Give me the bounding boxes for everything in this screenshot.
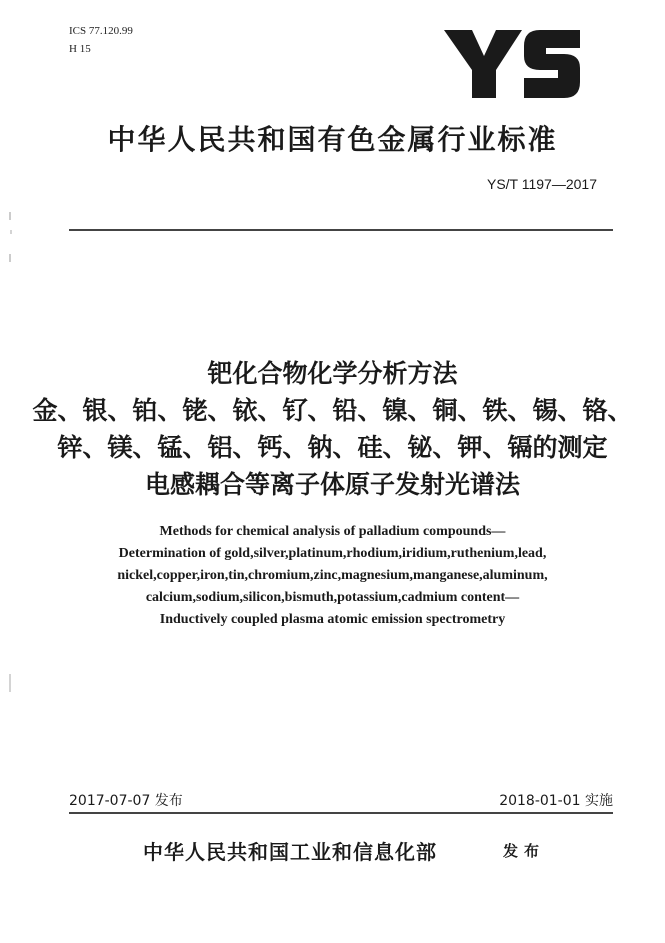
scan-speck-marks-lower: [8, 670, 12, 700]
english-title-line-1: Methods for chemical analysis of palladium compounds—: [159, 524, 506, 539]
issue-label: 发布: [503, 842, 546, 860]
chinese-title-line-2: 金、银、铂、铑、铱、钌、铅、镍、铜、铁、锡、铬、: [32, 396, 633, 425]
ys-logo: [444, 26, 584, 102]
standard-category-title: 中华人民共和国有色金属行业标准: [107, 123, 558, 156]
issue-date: 2017-07-07 发布: [69, 793, 183, 809]
english-title-line-5: Inductively coupled plasma atomic emission spectrometry: [159, 612, 506, 627]
footer-divider: [69, 812, 613, 814]
classification-codes: [69, 22, 133, 58]
ccs-code: H 15: [69, 43, 91, 55]
ics-code: ICS 77.120.99: [69, 25, 133, 37]
implementation-date: 2018-01-01 实施: [499, 793, 613, 809]
chinese-title-line-3: 锌、镁、锰、铝、钙、钠、硅、铋、钾、镉的测定: [57, 433, 608, 462]
chinese-title-line-4: 电感耦合等离子体原子发射光谱法: [144, 470, 520, 499]
english-title-line-4: calcium,sodium,silicon,bismuth,potassium,cadmium content—: [145, 590, 520, 605]
chinese-title: [0, 355, 665, 503]
english-title-line-3: nickel,copper,iron,tin,chromium,zinc,magnesium,manganese,aluminum,: [117, 568, 548, 583]
english-title: [0, 521, 665, 631]
english-title-line-2: Determination of gold,silver,platinum,rhodium,iridium,ruthenium,lead,: [118, 546, 547, 561]
issuing-authority: 中华人民共和国工业和信息化部: [143, 840, 437, 864]
standard-number: YS/T 1197—2017: [486, 176, 597, 192]
header-divider: [69, 229, 613, 231]
chinese-title-line-1: 钯化合物化学分析方法: [207, 359, 458, 388]
scan-speck-marks: [8, 210, 14, 270]
